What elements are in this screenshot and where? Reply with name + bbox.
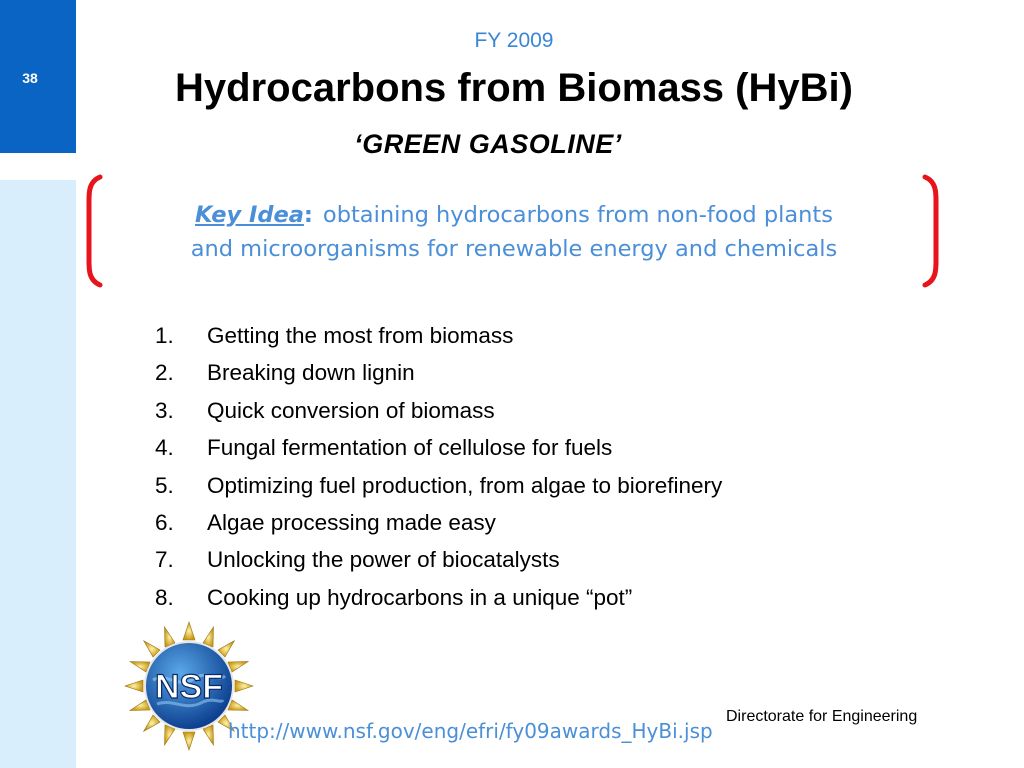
list-item-number: 6. (155, 509, 174, 535)
list-item-text: Quick conversion of biomass (207, 397, 495, 423)
list-item (155, 322, 722, 359)
list-item (155, 397, 722, 434)
list-item-text: Unlocking the power of biocatalysts (207, 547, 560, 573)
list-item (155, 546, 722, 583)
slide-title: Hydrocarbons from Biomass (HyBi) (175, 66, 853, 110)
key-idea-label: Key Idea (195, 202, 304, 228)
directorate-label: Directorate for Engineering (726, 708, 918, 725)
slide-subtitle: ‘GREEN GASOLINE’ (354, 129, 622, 159)
list-item-number: 3. (155, 397, 174, 423)
slide-number: 38 (22, 70, 38, 86)
list-item (155, 584, 722, 621)
list-item-number: 8. (155, 584, 174, 610)
list-item-text: Cooking up hydrocarbons in a unique “pot” (207, 584, 633, 610)
list-item-number: 1. (155, 323, 174, 348)
award-url-link[interactable]: http://www.nsf.gov/eng/efri/fy09awards_HyBi.jsp (228, 719, 713, 743)
list-item-text: Breaking down lignin (207, 360, 415, 386)
list-item-text: Getting the most from biomass (207, 323, 514, 348)
list-item-number: 4. (155, 435, 174, 461)
list-item-text: Algae processing made easy (207, 509, 496, 535)
key-idea-text-2: and microorganisms for renewable energy and chemicals (190, 236, 838, 262)
list-item-number: 5. (155, 472, 174, 498)
key-idea-text-1: obtaining hydrocarbons from non-food plants (322, 202, 833, 228)
key-idea-box (96, 198, 932, 266)
list-item (155, 434, 722, 471)
list-item-text: Optimizing fuel production, from algae to biorefinery (207, 472, 723, 498)
list-item-number: 7. (155, 547, 174, 573)
list-item-number: 2. (155, 360, 174, 386)
nsf-logo-text: NSF (155, 668, 223, 706)
sidebar-bottom-panel (0, 180, 76, 768)
key-idea-colon: : (303, 202, 313, 228)
fiscal-year: FY 2009 (474, 29, 554, 52)
key-idea-line-1 (96, 198, 932, 232)
list-item (155, 472, 722, 509)
list-item (155, 509, 722, 546)
list-item-text: Fungal fermentation of cellulose for fuels (207, 435, 613, 461)
list-item (155, 359, 722, 396)
topic-list (155, 322, 722, 621)
